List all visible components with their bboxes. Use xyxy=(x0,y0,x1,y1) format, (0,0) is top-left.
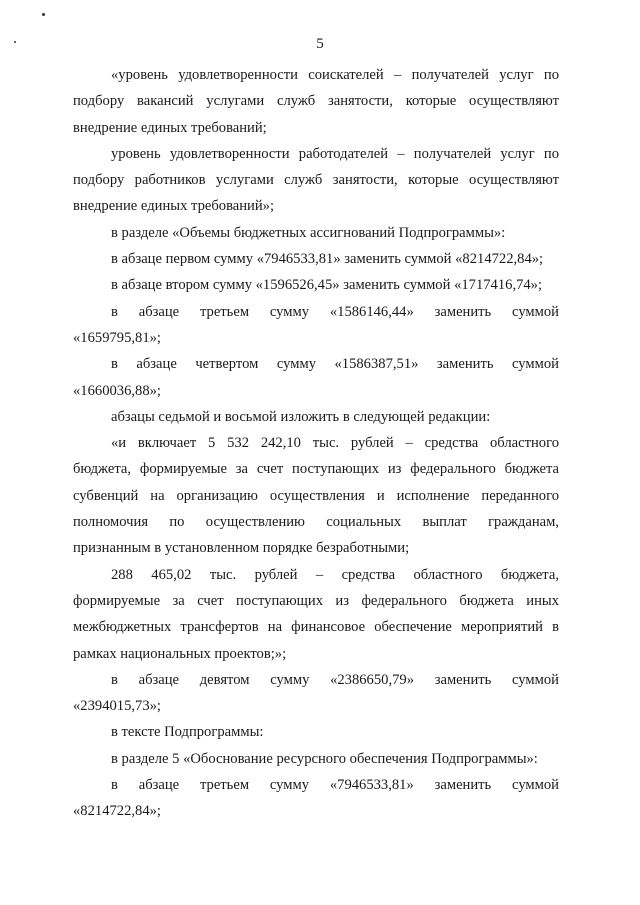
text-line: рамках национальных проектов;»; xyxy=(73,645,287,662)
text-line: в абзаце втором сумму «1596526,45» заменить суммой «1717416,74»; xyxy=(111,277,543,294)
text-line: субвенций на организацию осуществления и исполнение переданного xyxy=(73,487,559,504)
paragraph xyxy=(73,667,559,720)
paragraph xyxy=(73,404,559,430)
text-line: «и включает 5 532 242,10 тыс. рублей – средства областного xyxy=(111,435,559,452)
page-number: 5 xyxy=(316,36,324,52)
text-line: бюджета, формируемые за счет поступающих из федерального бюджета xyxy=(73,461,559,478)
text-line: «1659795,81»; xyxy=(73,329,161,346)
paragraph xyxy=(73,351,559,404)
text-line: внедрение единых требований»; xyxy=(73,198,275,215)
text-line: внедрение единых требований; xyxy=(73,119,267,136)
text-line: межбюджетных трансфертов на финансовое обеспечение мероприятий в xyxy=(73,619,559,636)
text-line: «2394015,73»; xyxy=(73,698,161,715)
text-line: 288 465,02 тыс. рублей – средства областного бюджета, xyxy=(111,566,559,583)
text-line: формируемые за счет поступающих из федерального бюджета иных xyxy=(73,592,559,609)
paragraph xyxy=(73,62,559,141)
text-line: подбору вакансий услугами служб занятости, которые осуществляют xyxy=(73,93,559,110)
text-line: в абзаце третьем сумму «1586146,44» заменить суммой xyxy=(111,303,559,320)
text-line: в абзаце девятом сумму «2386650,79» заменить суммой xyxy=(111,671,559,688)
text-line: в абзаце первом сумму «7946533,81» заменить суммой «8214722,84»; xyxy=(111,251,544,268)
text-line: «уровень удовлетворенности соискателей – получателей услуг по xyxy=(111,67,559,83)
text-line: в тексте Подпрограммы: xyxy=(111,724,264,741)
text-line: «8214722,84»; xyxy=(73,803,161,820)
text-line: в абзаце четвертом сумму «1586387,51» заменить суммой xyxy=(111,356,559,373)
text-line: уровень удовлетворенности работодателей – получателей услуг по xyxy=(111,145,559,162)
paragraph xyxy=(73,719,559,745)
text-line: признанным в установленном порядке безработными; xyxy=(73,540,410,557)
paragraph xyxy=(73,562,559,667)
paragraph xyxy=(73,272,559,298)
text-line: в разделе 5 «Обоснование ресурсного обеспечения Подпрограммы»: xyxy=(111,750,538,767)
document-body xyxy=(73,62,559,825)
paragraph xyxy=(73,746,559,772)
paragraph xyxy=(73,430,559,561)
text-line: подбору работников услугами служб занятости, которые осуществляют xyxy=(73,172,559,189)
text-line: абзацы седьмой и восьмой изложить в следующей редакции: xyxy=(111,408,491,425)
paragraph xyxy=(73,141,559,220)
paragraph xyxy=(73,299,559,352)
scan-speck xyxy=(42,13,45,16)
paragraph xyxy=(73,772,559,825)
text-line: в абзаце третьем сумму «7946533,81» заменить суммой xyxy=(111,777,559,794)
paragraph xyxy=(73,246,559,272)
paragraph xyxy=(73,220,559,246)
text-line: «1660036,88»; xyxy=(73,382,161,399)
text-line: полномочия по осуществлению социальных выплат гражданам, xyxy=(73,514,559,531)
text-line: в разделе «Объемы бюджетных ассигнований Подпрограммы»: xyxy=(111,224,506,241)
